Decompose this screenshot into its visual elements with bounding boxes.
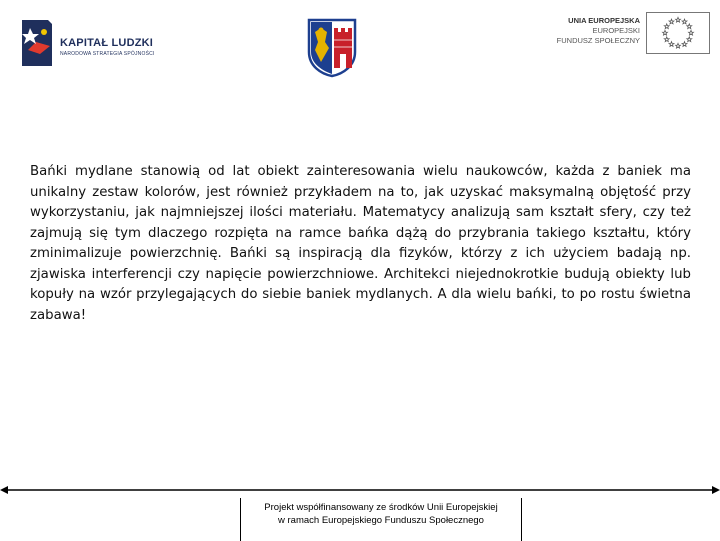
footer-note — [240, 498, 522, 541]
eu-line2: EUROPEJSKI — [592, 26, 640, 35]
eu-star-icon — [687, 37, 692, 42]
eu-star-icon — [682, 42, 687, 47]
main-paragraph: Bańki mydlane stanowią od lat obiekt zainteresowania wielu naukowców, każda z baniek ma unikalny zestaw kolorów, jest również przykładem na to, jak uzyskać maksymalną objętość przy wykorzystaniu, jak najmniejszej ilości materiału. Matematycy analizują sam kształt sfery, czy też zajmują się tym dlaczego rozpięta na ramce bańka dążą do przybrania takiego kształtu, który zminimalizuje powierzchnię. Bańki są inspiracją dla fizyków, którzy z ich użyciem badają np. zjawiska interferencji czy napięcie powierzchniowe. Architekci niejednokrotkie budują obiekty lub kopuły na wzór przylegających do siebie baniek mydlanych. A dla wielu bańki, to po rostu świetna zabawa! — [30, 164, 691, 323]
kapital-ludzki-title: KAPITAŁ LUDZKI — [60, 37, 154, 49]
kapital-ludzki-logo — [22, 20, 172, 70]
eu-star-icon — [676, 43, 681, 48]
eu-label — [548, 16, 640, 46]
eu-star-icon — [669, 19, 674, 24]
eu-star-icon — [676, 17, 681, 22]
eu-star-icon — [689, 30, 694, 35]
eu-line3: FUNDUSZ SPOŁECZNY — [556, 36, 640, 45]
eu-star-icon — [682, 19, 687, 24]
kapital-ludzki-subtitle: NARODOWA STRATEGIA SPÓJNOŚCI — [60, 51, 155, 57]
coat-of-arms-icon — [307, 18, 357, 78]
eu-star-icon — [664, 37, 669, 42]
eu-star-icon — [687, 24, 692, 29]
footer-line1: Projekt współfinansowany ze środków Unii Europejskiej — [264, 502, 498, 513]
footer-divider — [0, 482, 720, 498]
eu-flag-icon — [646, 12, 710, 54]
eu-line1: UNIA EUROPEJSKA — [568, 16, 640, 25]
kapital-ludzki-emblem-icon — [22, 20, 56, 66]
eu-star-icon — [663, 30, 668, 35]
eu-star-icon — [669, 42, 674, 47]
footer-line2: w ramach Europejskiego Funduszu Społecznego — [278, 515, 484, 526]
eu-star-icon — [664, 24, 669, 29]
